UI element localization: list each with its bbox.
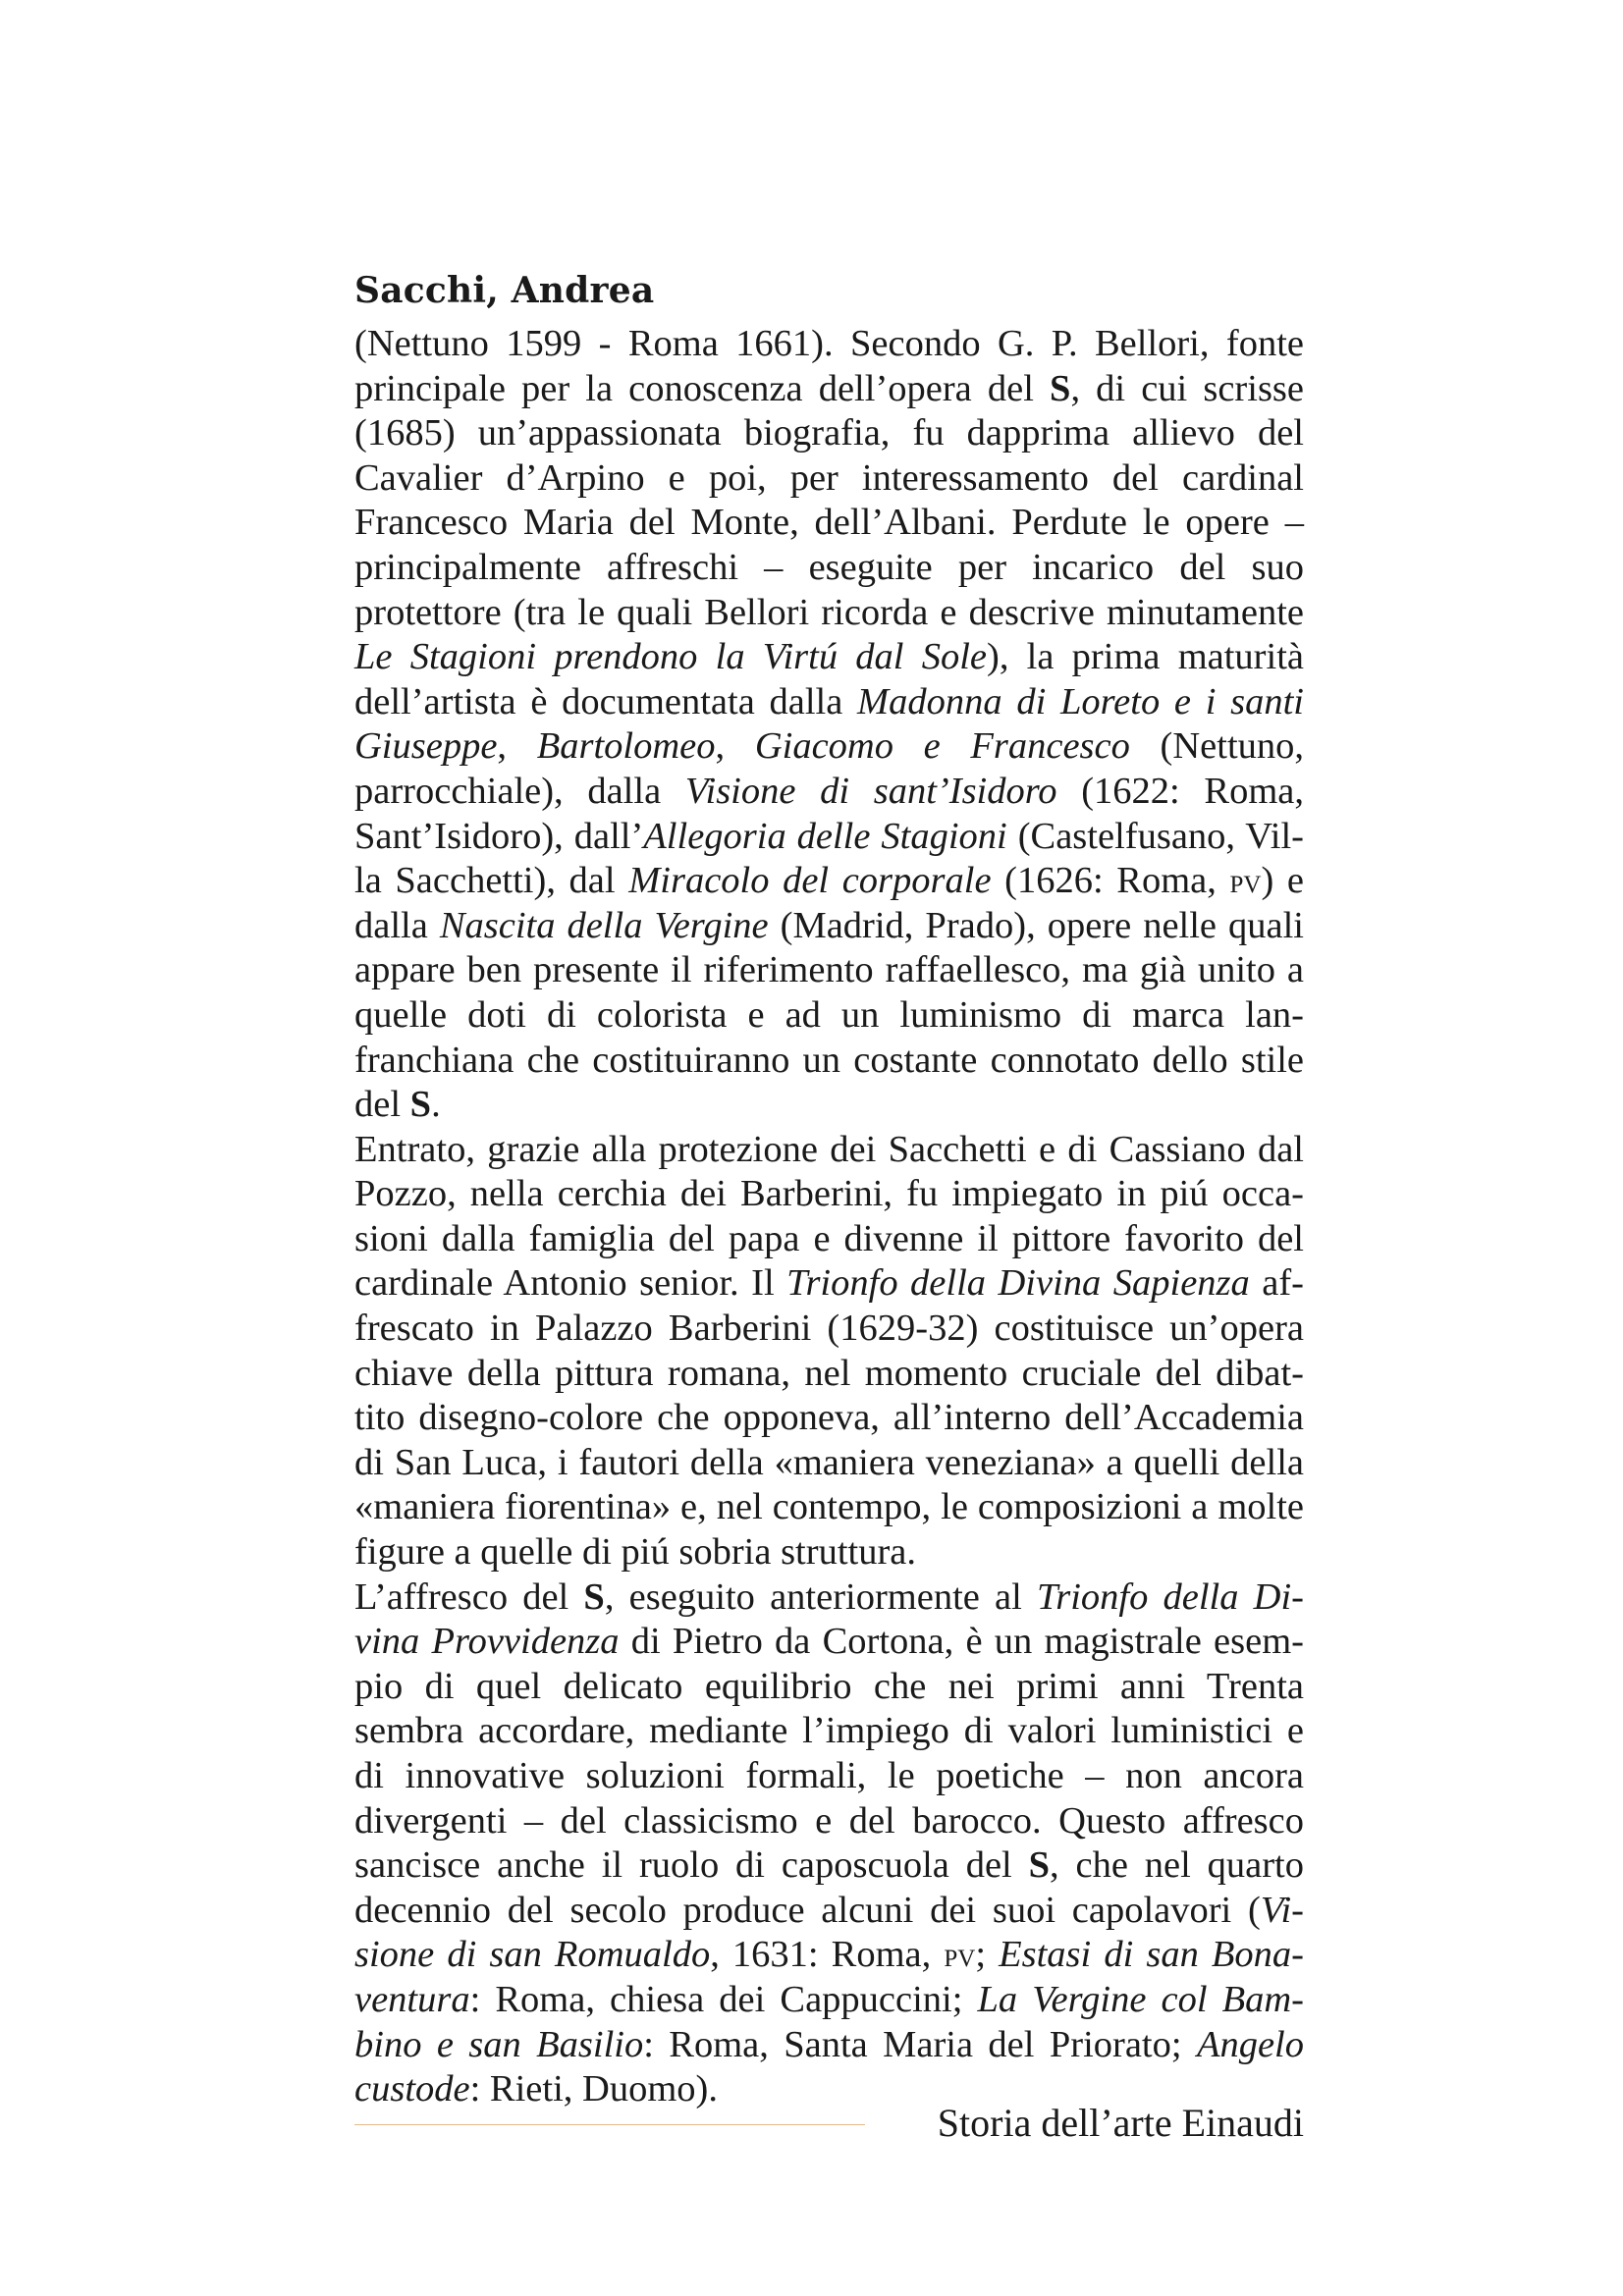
italic-title: Angelo custode <box>354 2023 1305 2110</box>
location-abbrev: pv <box>944 1935 976 1975</box>
paragraph-3 <box>354 1575 1304 2112</box>
footer-rule <box>354 2124 865 2125</box>
text-run: L’affresco del <box>354 1575 584 1618</box>
location-abbrev: pv <box>1229 861 1262 901</box>
footer-publisher: Storia dell’arte Einaudi <box>937 2101 1304 2145</box>
italic-title: Estasi di san Bonaventura <box>354 1934 1304 2020</box>
italic-title: Giacomo e Francesco <box>754 725 1130 768</box>
text-run: , eseguito anteriormente al <box>604 1575 1037 1618</box>
text-run: ) e dalla <box>354 860 1304 946</box>
italic-title: Visione di sant’Isidoro <box>684 770 1057 812</box>
italic-title: Trionfo della Divina Sapienza <box>786 1262 1250 1305</box>
artist-abbrev: S <box>1028 1844 1051 1887</box>
paragraph-2 <box>354 1128 1304 1575</box>
text-run: (1622: Roma, Sant’Isidoro), dall’ <box>354 770 1305 857</box>
text-run: affrescato in Palazzo Barberini (1629-32) costituisce un’opera chiave della pittura romana, nel momento cruciale del dibattito disegno-colore che opponeva, all’interno dell’Accademia di San Luca, i fautori della «maniera veneziana» a quelli della «maniera fiorentina» e, nel contempo, le composizioni a molte figure a quelle di piú sobria struttura. <box>354 1262 1304 1574</box>
page-footer <box>354 2096 1304 2155</box>
italic-title: Trionfo della Divina Provvidenza <box>354 1575 1304 1663</box>
italic-title: Madonna di Loreto e i santi Giuseppe <box>354 680 1304 768</box>
artist-abbrev: S <box>583 1575 605 1618</box>
text-run: Entrato, grazie alla protezione dei Sacchetti e di Cassiano dal Pozzo, nella cerchia dei Barberini, fu impiegato in piú occasioni dalla famiglia del papa e divenne il pittore favorito del cardinale Antonio senior. Il <box>354 1128 1304 1305</box>
text-run: (Nettuno 1599 - Roma 1661). Secondo G. P. Bellori, fonte principale per la conoscenza dell’opera del <box>354 323 1304 409</box>
italic-title: Bartolomeo <box>536 725 716 768</box>
text-run: . <box>431 1084 441 1126</box>
entry-title: Sacchi, Andrea <box>354 270 655 311</box>
text-run: (1626: Roma, <box>991 860 1230 902</box>
paragraph-1 <box>354 322 1304 1128</box>
italic-title: Miracolo del corporale <box>628 860 992 902</box>
text-run: , 1631: Roma, <box>710 1934 945 1976</box>
text-run: : Roma, Santa Maria del Priorato; <box>643 2023 1197 2065</box>
entry <box>354 265 1304 2112</box>
text-run: di Pietro da Cortona, è un magistrale esempio di quel delicato equilibrio che nei primi anni Trenta sembra accordare, mediante l’impiego di valori luministici e di innovative soluzioni formali, le poetiche – non ancora divergenti – del classicismo e del barocco. Questo affresco sancisce anche il ruolo di caposcuola del <box>354 1621 1304 1887</box>
text-run: , che nel quarto decennio del secolo produce alcuni dei suoi capolavori ( <box>354 1844 1304 1931</box>
text-run: : Rieti, Duomo). <box>469 2068 718 2110</box>
text-run: , <box>715 725 755 768</box>
text-run: ), la prima maturità dell’artista è documentata dalla <box>354 636 1304 722</box>
artist-abbrev: S <box>409 1084 432 1126</box>
italic-title: Nascita della Vergine <box>439 904 769 946</box>
text-run: , <box>497 725 537 768</box>
text-run: (Nettuno, parrocchiale), dalla <box>354 725 1305 812</box>
text-run: , di cui scrisse (1685) un’appassionata biografia, fu dapprima allievo del Cavalier d’Arpino e poi, per interessamento del cardinal Francesco Maria del Monte, dell’Albani. Perdute le opere – principalmente affreschi – eseguite per incarico del suo protettore (tra le quali Bellori ricorda e descrive minutamente <box>354 367 1304 633</box>
text-run: : Roma, chiesa dei Cappuccini; <box>469 1978 978 2020</box>
italic-title: La Vergine col Bambino e san Basilio <box>354 1978 1304 2065</box>
artist-abbrev: S <box>1050 367 1071 409</box>
italic-title: Allegoria delle Stagioni <box>643 815 1007 857</box>
text-run: ; <box>975 1934 1000 1976</box>
text-run: (Castelfusano, Villa Sacchetti), dal <box>354 815 1304 902</box>
italic-title: Le Stagioni prendono la Virtú dal Sole <box>354 636 988 678</box>
text-run: (Madrid, Prado), opere nelle quali appare ben presente il riferimento raffaellesco, ma già unito a quelle doti di colorista e ad un luminismo di marca lanfranchiana che costituiranno un costante connotato dello stile del <box>354 904 1304 1126</box>
italic-title: Visione di san Romualdo <box>354 1889 1304 1976</box>
